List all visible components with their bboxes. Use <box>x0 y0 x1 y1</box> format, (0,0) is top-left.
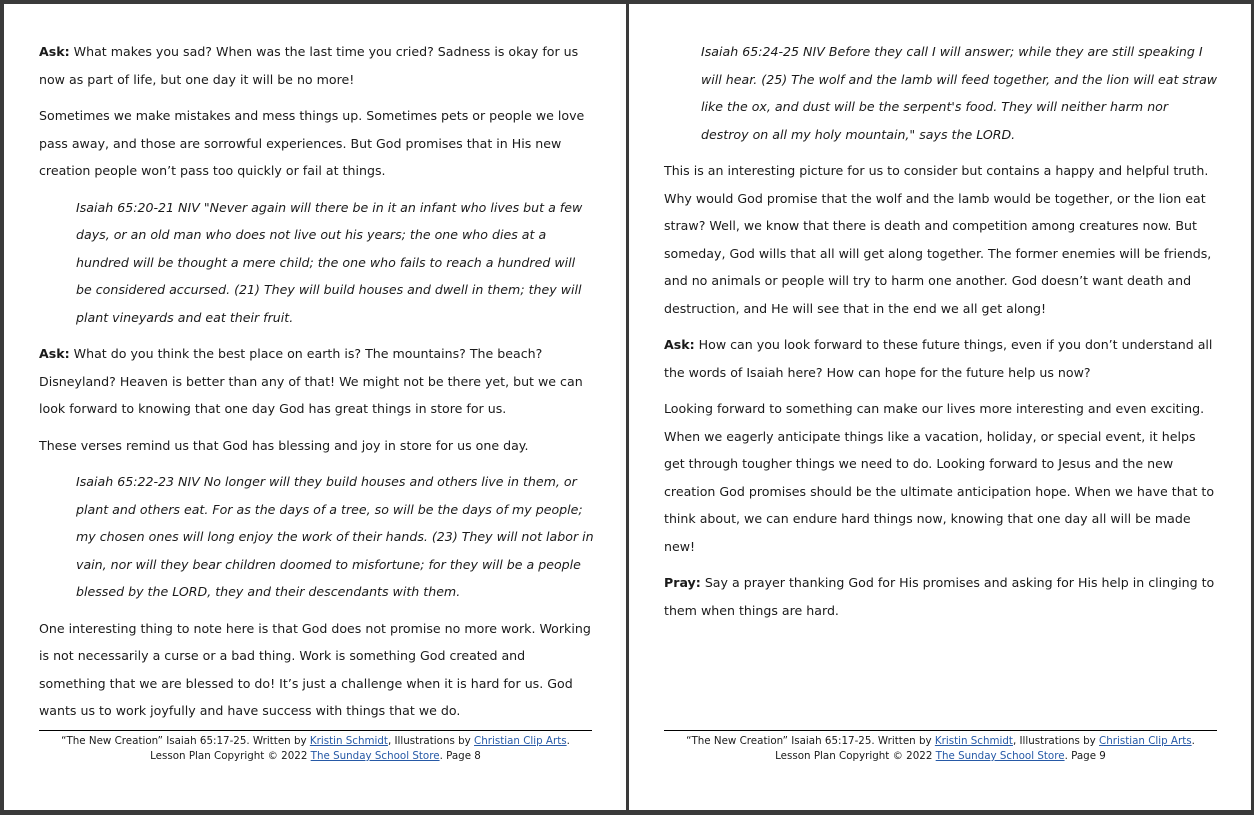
illustrator-link[interactable]: Christian Clip Arts <box>1099 735 1192 747</box>
footer-line-2 <box>664 749 1217 764</box>
page-9-content <box>664 38 1219 633</box>
page-8 <box>4 4 626 810</box>
page-9 <box>629 4 1251 810</box>
illustrator-link[interactable]: Christian Clip Arts <box>474 735 567 747</box>
footer-line-1 <box>664 734 1217 749</box>
paragraph-looking-forward: Looking forward to something can make our lives more interesting and even exciting. When we eagerly anticipate things like a vacation, holiday, or special event, it helps get through tougher things we need to do. Looking forward to Jesus and the new creation God promises should be the ultimate anticipation hope. When we have that to think about, we can endure hard things now, knowing that one day all will be made new! <box>664 401 1215 554</box>
pray-paragraph <box>664 569 1219 624</box>
footer-text: , Illustrations by <box>1012 735 1100 747</box>
page-number: . Page 8 <box>439 750 481 762</box>
footer-text: Lesson Plan Copyright © 2022 <box>150 750 311 762</box>
paragraph-blessing: These verses remind us that God has blessing and joy in store for us one day. <box>39 437 529 453</box>
footer-text: “The New Creation” Isaiah 65:17-25. Written by <box>61 735 310 747</box>
paragraph-interesting-picture: This is an interesting picture for us to consider but contains a happy and helpful truth. Why would God promise that the wolf and the lamb would be together, or the lion eat straw? Well, we know that there is death and competition among creatures now. But someday, God wills that all will get along together. The former enemies will be friends, and no animals or people will try to harm one another. God doesn’t want death and destruction, and He will see that in the end we all get along! <box>664 163 1212 316</box>
ask-label: Ask: <box>39 346 70 361</box>
scripture-quote-isaiah-65-24: Isaiah 65:24-25 NIV Before they call I will answer; while they are still speaking I will hear. (25) The wolf and the lamb will feed together, and the lion will eat straw like the ox, and dust will be the serpent's food. They will neither harm nor destroy on all my holy mountain," says the LORD. <box>701 44 1218 142</box>
ask-paragraph-best-place <box>39 340 594 423</box>
footer-line-2 <box>39 749 592 764</box>
footer-text: . <box>1191 735 1195 747</box>
paragraph-work: One interesting thing to note here is that God does not promise no more work. Working is not necessarily a curse or a bad thing. Work is something God created and something that we are blessed to do! It’s just a challenge when it is hard for us. God wants us to work joyfully and have success with things that we do. <box>39 620 591 718</box>
paragraph-mistakes: Sometimes we make mistakes and mess things up. Sometimes pets or people we love pass away, and those are sorrowful experiences. But God promises that in His new creation people won’t pass too quickly or fail at things. <box>39 108 585 178</box>
page-9-footer <box>664 730 1217 764</box>
ask-label: Ask: <box>39 44 70 59</box>
footer-line-1 <box>39 734 592 749</box>
page-8-footer <box>39 730 592 764</box>
footer-text: “The New Creation” Isaiah 65:17-25. Written by <box>686 735 935 747</box>
footer-text: Lesson Plan Copyright © 2022 <box>775 750 936 762</box>
store-link[interactable]: The Sunday School Store <box>935 750 1065 762</box>
scripture-quote-isaiah-65-20: Isaiah 65:20-21 NIV "Never again will there be in it an infant who lives but a few days, or an old man who does not live out his years; the one who dies at a hundred will be thought a mere child; the one who fails to reach a hundred will be considered accursed. (21) They will build houses and dwell in them; they will plant vineyards and eat their fruit. <box>76 199 583 325</box>
footer-text: , Illustrations by <box>387 735 475 747</box>
footer-text: . <box>566 735 570 747</box>
author-link[interactable]: Kristin Schmidt <box>934 735 1013 747</box>
scripture-quote-isaiah-65-22: Isaiah 65:22-23 NIV No longer will they build houses and others live in them, or plant and others eat. For as the days of a tree, so will be the days of my people; my chosen ones will long enjoy the work of their hands. (23) They will not labor in vain, nor will they bear children doomed to misfortune; for they will be a people blessed by the LORD, they and their descendants with them. <box>76 474 594 599</box>
paragraph-text: How can you look forward to these future things, even if you don’t understand all the words of Isaiah here? How can hope for the future help us now? <box>664 337 1213 380</box>
ask-label: Ask: <box>664 337 695 352</box>
pray-label: Pray: <box>664 575 701 590</box>
paragraph-text: What do you think the best place on earth is? The mountains? The beach? Disneyland? Heaven is better than any of that! We might not be there yet, but we can look forward to knowing that one day God has great things in store for us. <box>39 346 583 416</box>
paragraph-text: Say a prayer thanking God for His promises and asking for His help in clinging to them when things are hard. <box>664 575 1215 618</box>
page-number: . Page 9 <box>1064 750 1106 762</box>
page-8-content <box>39 38 594 734</box>
ask-paragraph-sadness <box>39 38 594 93</box>
ask-paragraph-future <box>664 331 1219 386</box>
author-link[interactable]: Kristin Schmidt <box>309 735 388 747</box>
paragraph-text: What makes you sad? When was the last time you cried? Sadness is okay for us now as part of life, but one day it will be no more! <box>39 44 579 87</box>
store-link[interactable]: The Sunday School Store <box>310 750 440 762</box>
